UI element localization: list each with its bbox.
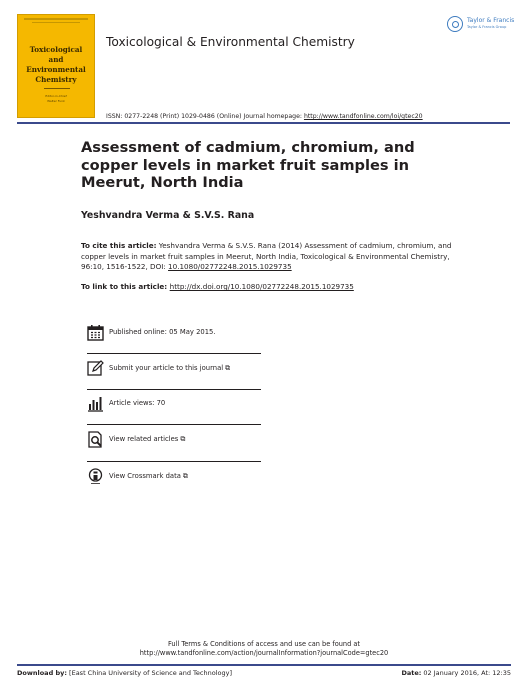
submit-article-row[interactable] <box>87 354 261 384</box>
issn-text: ISSN: 0277-2248 (Print) 1029-0486 (Online) Journal homepage: <box>106 113 304 120</box>
related-articles-link[interactable] <box>109 435 185 444</box>
external-link-icon: ⧉ <box>180 435 186 443</box>
taylor-francis-logo-icon <box>447 16 463 32</box>
download-label: Download by: <box>17 669 67 677</box>
citation-block <box>81 241 455 273</box>
issn-line <box>106 113 423 120</box>
header-divider <box>17 122 510 124</box>
crossmark-link[interactable] <box>109 472 188 481</box>
related-articles-label: View related articles <box>109 435 179 443</box>
terms-url-link[interactable]: http://www.tandfonline.com/action/journalInformation?journalCode=gtec20 <box>139 649 389 657</box>
date-value: 02 January 2016, At: 12:35 <box>421 669 511 677</box>
journal-title: Toxicological & Environmental Chemistry <box>106 35 355 49</box>
article-views-row <box>87 389 261 419</box>
publisher-logo[interactable] <box>447 14 517 34</box>
cover-divider <box>44 88 70 89</box>
date-label: Date: <box>401 669 422 677</box>
citation-label: To cite this article: <box>81 241 157 250</box>
terms-notice <box>0 640 528 658</box>
article-views-label: Article views: 70 <box>109 399 166 407</box>
article-title: Assessment of cadmium, chromium, and copper levels in market fruit samples in Meerut, North India <box>81 139 415 191</box>
cover-decoration <box>32 22 80 23</box>
doi-link[interactable]: 10.1080/02772248.2015.1029735 <box>168 262 292 272</box>
journal-cover-image <box>17 14 95 118</box>
published-online-label: Published online: 05 May 2015. <box>109 328 216 336</box>
edit-icon <box>87 360 104 377</box>
calendar-icon <box>87 324 104 341</box>
article-link-line <box>81 282 354 291</box>
article-doi-url-link[interactable]: http://dx.doi.org/10.1080/02772248.2015.1029735 <box>169 282 354 291</box>
download-date <box>401 669 511 677</box>
external-link-icon: ⧉ <box>225 364 231 372</box>
crossmark-row[interactable] <box>87 462 261 492</box>
publisher-subname: Taylor & Francis Group <box>467 25 507 29</box>
crossmark-label: View Crossmark data <box>109 472 181 480</box>
published-online-row <box>87 318 261 348</box>
cover-editor-label: Editor-in-Chief <box>45 94 67 98</box>
download-info <box>17 669 232 677</box>
crossmark-icon <box>87 468 104 485</box>
cover-editor-name: Walter Funk <box>47 99 65 103</box>
citation-text: Yeshvandra Verma & S.V.S. Rana (2014) Assessment of cadmium, chromium, and copper levels in market fruit samples in Meerut, North India, Toxicological & Environmental Chemistry, 96:10, 1516-1522, DOI: <box>81 241 452 272</box>
download-value: [East China University of Science and Technology] <box>66 669 233 677</box>
terms-line: Full Terms & Conditions of access and use can be found at <box>167 640 361 648</box>
journal-homepage-link[interactable]: http://www.tandfonline.com/loi/gtec20 <box>303 113 423 120</box>
related-articles-icon <box>87 431 104 448</box>
bar-chart-icon <box>87 395 104 412</box>
footer-divider <box>17 664 511 666</box>
article-authors: Yeshvandra Verma & S.V.S. Rana <box>81 210 255 221</box>
link-label: To link to this article: <box>81 282 170 291</box>
submit-article-link[interactable] <box>109 364 230 373</box>
related-articles-row[interactable] <box>87 425 261 455</box>
publisher-name: Taylor & Francis <box>467 17 515 24</box>
submit-article-label: Submit your article to this journal <box>109 364 224 372</box>
cover-title: Toxicological and Environmental Chemistry <box>26 45 86 84</box>
cover-decoration <box>24 18 88 20</box>
external-link-icon: ⧉ <box>182 472 188 480</box>
